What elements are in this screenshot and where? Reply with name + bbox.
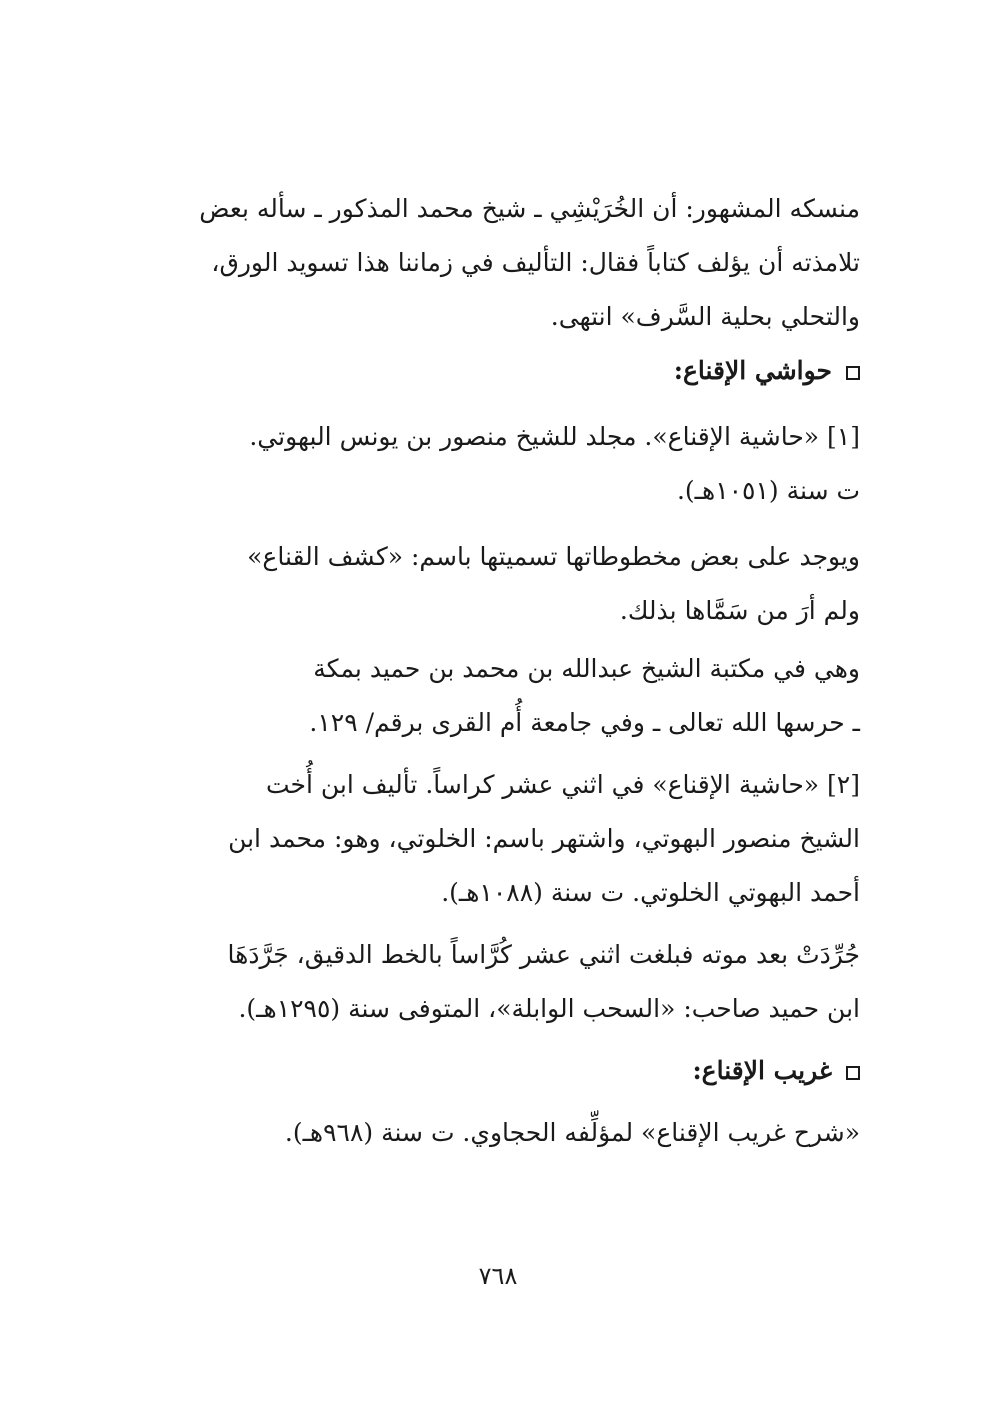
text-line: والتحلي بحلية السَّرف» انتهى. bbox=[550, 302, 860, 331]
entry-3 bbox=[138, 1106, 860, 1160]
text-line: جُرِّدَتْ بعد موته فبلغت اثني عشر كُرَّاساً بالخط الدقيق، جَرَّدَهَا bbox=[227, 940, 860, 969]
text-line: ابن حميد صاحب: «السحب الوابلة»، المتوفى سنة (١٢٩٥هـ). bbox=[238, 994, 860, 1023]
text-line: ويوجد على بعض مخطوطاتها تسميتها باسم: «كشف القناع» bbox=[247, 542, 860, 571]
square-bullet-icon bbox=[846, 366, 860, 380]
intro-paragraph bbox=[138, 182, 860, 344]
text-line: تلامذته أن يؤلف كتاباً فقال: التأليف في زماننا هذا تسويد الورق، bbox=[211, 248, 860, 277]
text-line: الشيخ منصور البهوتي، واشتهر باسم: الخلوتي، وهو: محمد ابن bbox=[228, 824, 860, 853]
heading-text: حواشي الإقناع: bbox=[673, 356, 832, 385]
section-heading-hawashi bbox=[138, 344, 860, 398]
text-line: ولم أرَ من سَمَّاها بذلك. bbox=[619, 596, 860, 625]
text-line: [١] «حاشية الإقناع». مجلد للشيخ منصور بن يونس البهوتي. bbox=[249, 422, 860, 451]
text-line: ت سنة (١٠٥١هـ). bbox=[676, 476, 860, 505]
square-bullet-icon bbox=[846, 1066, 860, 1080]
section-heading-gharib bbox=[138, 1044, 860, 1098]
text-line: [٢] «حاشية الإقناع» في اثني عشر كراساً. تأليف ابن أُخت bbox=[265, 770, 860, 799]
text-line: «شرح غريب الإقناع» لمؤلِّفه الحجاوي. ت سنة (٩٦٨هـ). bbox=[284, 1118, 860, 1147]
entry-2-note bbox=[138, 928, 860, 1036]
text-line: منسكه المشهور: أن الخُرَيْشِي ـ شيخ محمد المذكور ـ سأله بعض bbox=[199, 194, 860, 223]
entry-2 bbox=[138, 758, 860, 920]
text-line: ـ حرسها الله تعالى ـ وفي جامعة أُم القرى برقم/ ١٢٩. bbox=[309, 708, 860, 737]
text-line: أحمد البهوتي الخلوتي. ت سنة (١٠٨٨هـ). bbox=[441, 878, 860, 907]
page-number: ٧٦٨ bbox=[478, 1262, 518, 1290]
entry-1-location bbox=[138, 642, 860, 750]
entry-1-note bbox=[138, 530, 860, 638]
heading-text: غريب الإقناع: bbox=[692, 1056, 832, 1085]
text-line: وهي في مكتبة الشيخ عبدالله بن محمد بن حميد بمكة bbox=[313, 654, 860, 683]
entry-1 bbox=[138, 410, 860, 518]
